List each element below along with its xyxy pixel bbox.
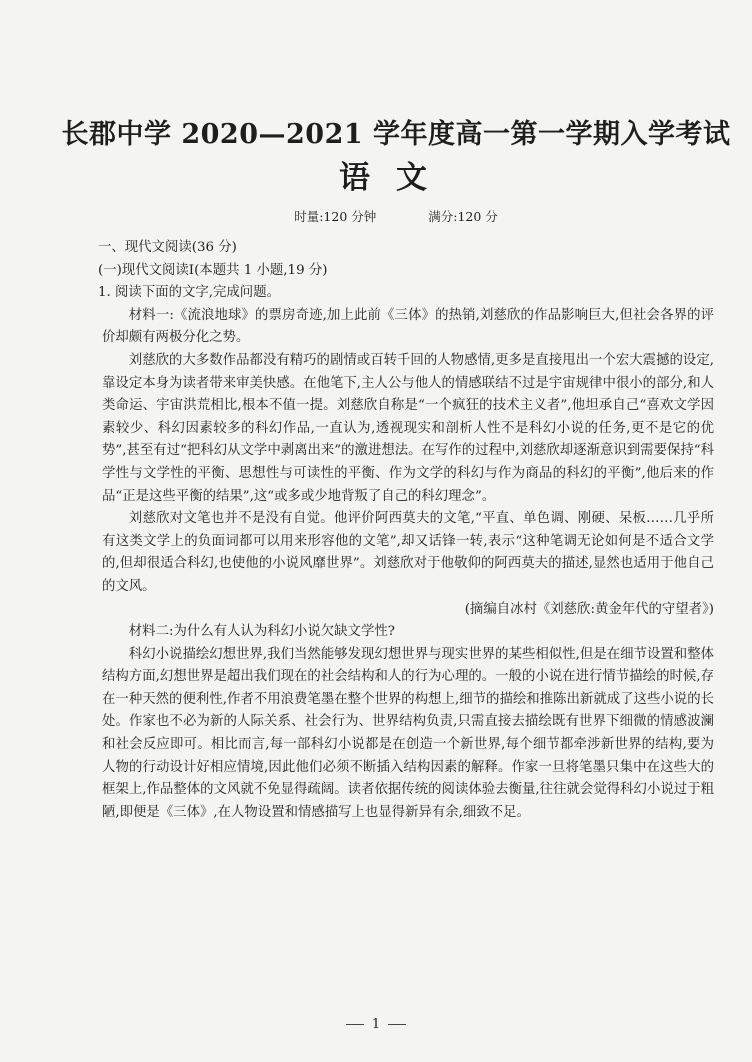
question-prompt: 1. 阅读下面的文字,完成问题。 [98, 285, 280, 301]
time-limit: 时量:120 分钟 [294, 209, 377, 224]
exam-title: 长郡中学 2020—2021 学年度高一第一学期入学考试 [61, 119, 731, 150]
sub-heading: (一)现代文阅读Ⅰ(本题共 1 小题,19 分) [98, 262, 328, 278]
paragraph: 刘慈欣的大多数作品都没有精巧的剧情或百转千回的人物感情,更多是直接甩出一个宏大震撼的设定,靠设定本身为读者带来审美快感。在他笔下,主人公与他人的情感联结不过是宇宙规律中很小的部分,和人类命运、宇宙洪荒相比,根本不值一提。刘慈欣自称是“一个疯狂的技术主义者”,他坦承自己“喜欢文学因素较少、科幻因素较多的科幻作品,一直认为,透视现实和剖析人性不是科幻小说的任务,更不是它的优势”,甚至有过“把科幻从文学中剥离出来”的激进想法。在写作的过程中,刘慈欣却逐渐意识到需要保持“科学性与文学性的平衡、思想性与可读性的平衡、作为文学的科幻与作为商品的科幻的平衡”,他后来的作品“正是这些平衡的结果”,这“或多或少地背叛了自己的科幻理念”。 [102, 352, 714, 504]
full-score: 满分:120 分 [428, 209, 498, 224]
paragraph: 材料二:为什么有人认为科幻小说欠缺文学性? [128, 624, 395, 640]
paragraph: 材料一:《流浪地球》的票房奇迹,加上此前《三体》的热销,刘慈欣的作品影响巨大,但社会各界的评价却颇有两极分化之势。 [102, 307, 714, 346]
source-citation: (摘编自冰村《刘慈欣:黄金年代的守望者》) [464, 601, 714, 617]
exam-meta [60, 207, 732, 225]
paragraph: 刘慈欣对文笔也并不是没有自觉。他评价阿西莫夫的文笔,“平直、单色调、刚硬、呆板……几乎所有这类文学上的负面词都可以用来形容他的文笔”,却又话锋一转,表示“这种笔调无论如何是不适合文学的,但却很适合科幻,也使他的小说风靡世界”。刘慈欣对于他敬仰的阿西莫夫的描述,显然也适用于他自己的文风。 [102, 511, 714, 594]
page-number: 1 [0, 1017, 752, 1032]
exam-body [98, 237, 714, 824]
section-heading: 一、现代文阅读(36 分) [98, 240, 237, 255]
subject-title: 语文 [339, 160, 453, 196]
paragraph: 科幻小说描绘幻想世界,我们当然能够发现幻想世界与现实世界的某些相似性,但是在细节设置和整体结构方面,幻想世界是超出我们现在的社会结构和人的行为心理的。一般的小说在进行情节描绘的时候,存在一种天然的便利性,作者不用浪费笔墨在整个世界的构想上,细节的描绘和推陈出新就成了这些小说的长处。作家也不必为新的人际关系、社会行为、世界结构负责,只需直接去描绘既有世界下细微的情感波澜和社会反应即可。相比而言,每一部科幻小说都是在创造一个新世界,每个细节都牵涉新世界的结构,要为人物的行动设计好相应情境,因此他们必须不断插入结构因素的解释。作家一旦将笔墨只集中在这些大的框架上,作品整体的文风就不免显得疏阔。读者依据传统的阅读体验去衡量,往往就会觉得科幻小说过于粗陋,即便是《三体》,在人物设置和情感描写上也显得新异有余,细致不足。 [102, 646, 714, 820]
